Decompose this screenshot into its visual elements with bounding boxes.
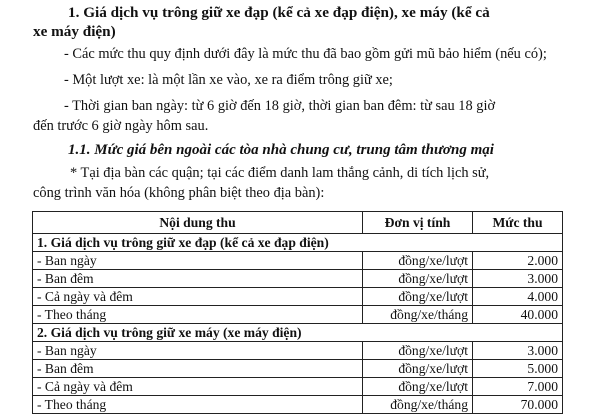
row-item: - Theo tháng xyxy=(33,306,363,324)
row-unit: đồng/xe/tháng xyxy=(363,396,473,414)
group-title-bicycle: 1. Giá dịch vụ trông giữ xe đạp (kể cả xe đạp điện) xyxy=(33,234,563,252)
note-one-trip: - Một lượt xe: là một lần xe vào, xe ra điểm trông giữ xe; xyxy=(64,72,393,88)
table-header-row xyxy=(33,212,563,234)
table-row xyxy=(33,306,563,324)
row-item: - Ban ngày xyxy=(33,342,363,360)
row-unit: đồng/xe/tháng xyxy=(363,306,473,324)
row-unit: đồng/xe/lượt xyxy=(363,342,473,360)
table-row xyxy=(33,252,563,270)
row-unit: đồng/xe/lượt xyxy=(363,360,473,378)
table-row xyxy=(33,288,563,306)
table-row xyxy=(33,360,563,378)
row-item: - Ban đêm xyxy=(33,270,363,288)
note-time-periods-line1: - Thời gian ban ngày: từ 6 giờ đến 18 giờ, thời gian ban đêm: từ sau 18 giờ xyxy=(64,98,496,114)
fee-table xyxy=(32,211,563,414)
row-amount: 2.000 xyxy=(473,252,563,270)
section-title-line1: 1. Giá dịch vụ trông giữ xe đạp (kể cả xe đạp điện), xe máy (kể cả xyxy=(68,4,490,21)
table-row xyxy=(33,378,563,396)
row-amount: 3.000 xyxy=(473,342,563,360)
row-unit: đồng/xe/lượt xyxy=(363,288,473,306)
subsection-title: 1.1. Mức giá bên ngoài các tòa nhà chung cư, trung tâm thương mại xyxy=(68,142,494,158)
group-row-bicycle xyxy=(33,234,563,252)
row-unit: đồng/xe/lượt xyxy=(363,270,473,288)
row-item: - Ban đêm xyxy=(33,360,363,378)
row-amount: 3.000 xyxy=(473,270,563,288)
row-amount: 5.000 xyxy=(473,360,563,378)
subsection-intro-line1: * Tại địa bàn các quận; tại các điểm danh lam thắng cảnh, di tích lịch sử, xyxy=(70,165,490,181)
header-content: Nội dung thu xyxy=(33,212,363,234)
row-amount: 40.000 xyxy=(473,306,563,324)
row-amount: 4.000 xyxy=(473,288,563,306)
header-amount: Mức thu xyxy=(473,212,563,234)
row-unit: đồng/xe/lượt xyxy=(363,252,473,270)
group-row-motorbike xyxy=(33,324,563,342)
group-title-motorbike: 2. Giá dịch vụ trông giữ xe máy (xe máy điện) xyxy=(33,324,563,342)
header-unit: Đơn vị tính xyxy=(363,212,473,234)
row-amount: 7.000 xyxy=(473,378,563,396)
row-item: - Ban ngày xyxy=(33,252,363,270)
note-time-periods-line2: đến trước 6 giờ ngày hôm sau. xyxy=(33,118,209,134)
section-title-line2: xe máy điện) xyxy=(33,23,116,40)
table-row xyxy=(33,342,563,360)
row-item: - Cả ngày và đêm xyxy=(33,378,363,396)
table-row xyxy=(33,270,563,288)
row-item: - Cả ngày và đêm xyxy=(33,288,363,306)
row-unit: đồng/xe/lượt xyxy=(363,378,473,396)
note-insurance: - Các mức thu quy định dưới đây là mức thu đã bao gồm gửi mũ bảo hiểm (nếu có); xyxy=(64,46,547,62)
row-amount: 70.000 xyxy=(473,396,563,414)
row-item: - Theo tháng xyxy=(33,396,363,414)
subsection-intro-line2: công trình văn hóa (không phân biệt theo địa bàn): xyxy=(33,185,325,201)
table-row xyxy=(33,396,563,414)
